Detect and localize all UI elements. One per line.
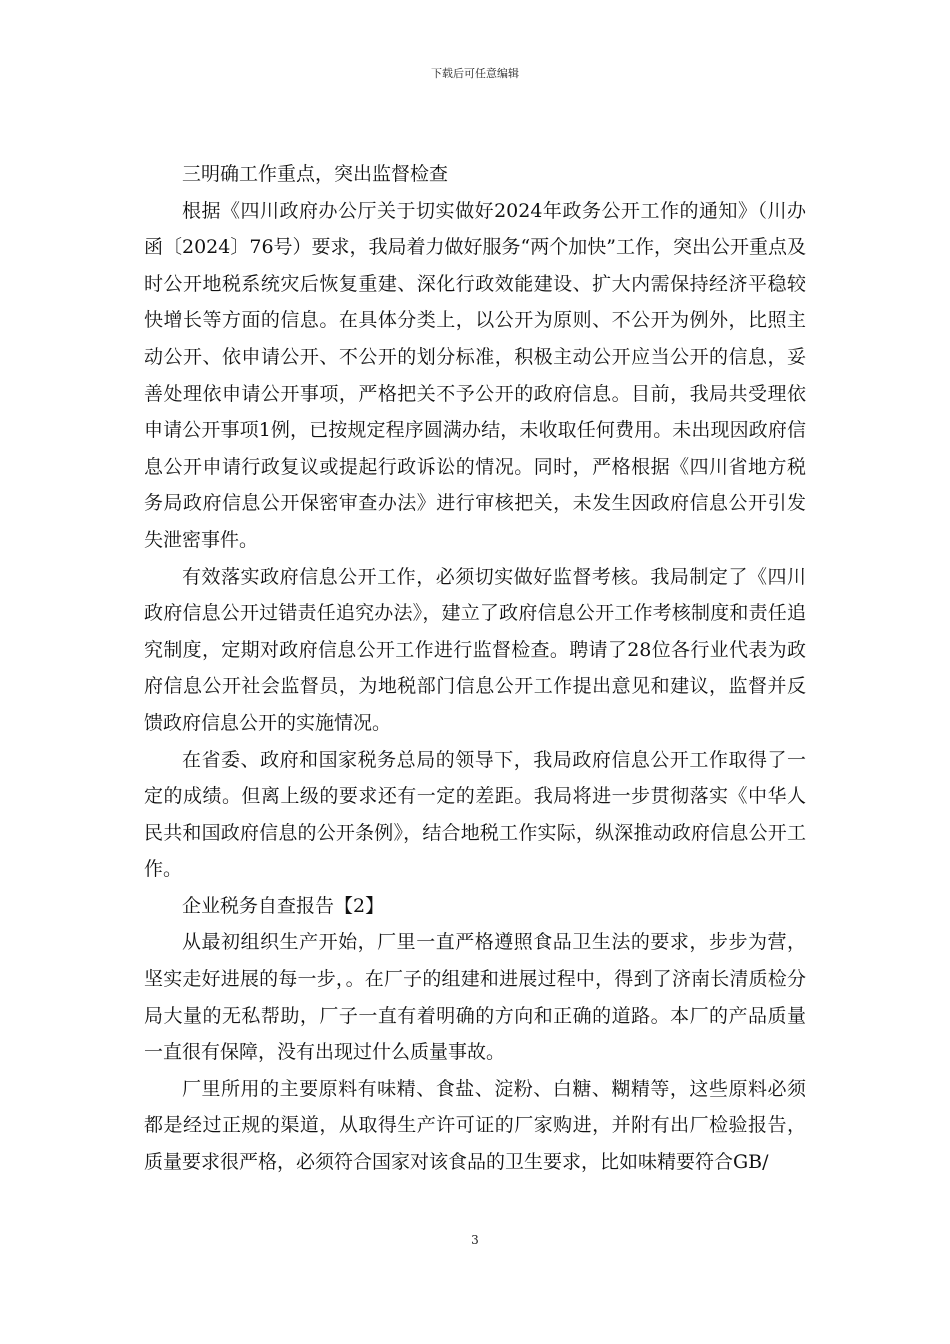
section-heading: 企业税务自查报告【2】	[182, 894, 385, 917]
body-paragraph: 厂里所用的主要原料有味精、食盐、淀粉、白糖、糊精等，这些原料必须都是经过正规的渠道，从取得生产许可证的厂家购进，并附有出厂检验报告，质量要求很严格，必须符合国家对该食品的卫生要求，比如味精要符合GB/	[144, 1077, 806, 1174]
document-body	[144, 156, 806, 1181]
section-heading: 三明确工作重点，突出监督检查	[182, 163, 449, 185]
page-number: 3	[471, 1233, 479, 1247]
body-paragraph: 根据《四川政府办公厅关于切实做好2024年政务公开工作的通知》（川办函〔2024〕76号）要求，我局着力做好服务“两个加快”工作，突出公开重点及时公开地税系统灾后恢复重建、深化行政效能建设、扩大内需保持经济平稳较快增长等方面的信息。在具体分类上，以公开为原则、不公开为例外，比照主动公开、依申请公开、不公开的划分标准，积极主动公开应当公开的信息，妥善处理依申请公开事项，严格把关不予公开的政府信息。目前，我局共受理依申请公开事项1例，已按规定程序圆满办结，未收取任何费用。未出现因政府信息公开申请行政复议或提起行政诉讼的情况。同时，严格根据《四川省地方税务局政府信息公开保密审查办法》进行审核把关，未发生因政府信息公开引发失泄密事件。	[144, 199, 806, 551]
body-paragraph: 从最初组织生产开始，厂里一直严格遵照食品卫生法的要求，步步为营，坚实走好进展的每一步，。在厂子的组建和进展过程中，得到了济南长清质检分局大量的无私帮助，厂子一直有着明确的方向和正确的道路。本厂的产品质量一直很有保障，没有出现过什么质量事故。	[144, 931, 806, 1064]
body-paragraph: 有效落实政府信息公开工作，必须切实做好监督考核。我局制定了《四川政府信息公开过错责任追究办法》，建立了政府信息公开工作考核制度和责任追究制度，定期对政府信息公开工作进行监督检查。聘请了28位各行业代表为政府信息公开社会监督员，为地税部门信息公开工作提出意见和建议，监督并反馈政府信息公开的实施情况。	[144, 565, 806, 734]
page-header: 下载后可任意编辑	[431, 67, 519, 80]
body-paragraph: 在省委、政府和国家税务总局的领导下，我局政府信息公开工作取得了一定的成绩。但离上级的要求还有一定的差距。我局将进一步贯彻落实《中华人民共和国政府信息的公开条例》，结合地税工作实际，纵深推动政府信息公开工作。	[144, 748, 806, 881]
